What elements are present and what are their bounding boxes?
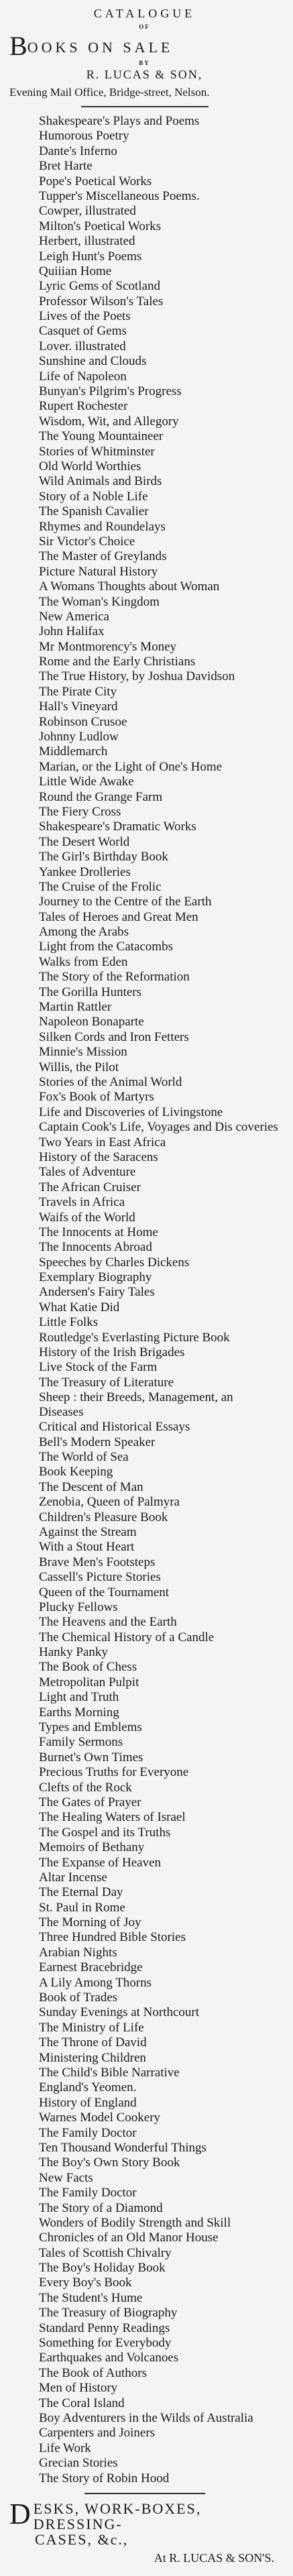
book-title: The Expanse of Heaven [39,1855,162,1870]
book-title: Travels in Africa [39,1195,125,1210]
book-title: Milton's Poetical Works [39,219,162,233]
book-title: Tales of Scottish Chivalry [39,2245,172,2260]
book-title: Rome and the Early Christians [39,655,196,669]
book-title: Precious Truths for Everyone [39,1765,189,1780]
book-title: The Treasury of Biography [39,2306,178,2320]
book-title: What Katie Did [39,1300,120,1314]
book-title: Three Hundred Bible Stories [39,1930,186,1945]
book-title: The Heavens and the Earth [39,1615,177,1630]
book-title: Quiiian Home [39,264,112,278]
of-label: OF [139,23,150,30]
book-title: The Healing Waters of Israel [39,1810,186,1825]
book-title: The Treasury of Literature [39,1375,174,1390]
firm-name: R. LUCAS & SON, [86,68,203,81]
book-title: Lyric Gems of Scotland [39,279,160,294]
book-title: The Family Doctor [39,2125,137,2140]
book-title: Journey to the Centre of the Earth [39,895,212,909]
book-title: Clefts of the Rock [39,1780,132,1795]
book-title: Types and Emblems [39,1720,142,1735]
book-title: Shakespeare's Plays and Poems [39,114,200,128]
book-title: The True History, by Joshua Davidson [39,669,235,684]
book-title: St. Paul in Rome [39,1900,125,1915]
book-title: Arabian Nights [39,1945,117,1960]
book-title: The Student's Hume [39,2290,143,2305]
book-title: The Master of Greylands [39,549,167,564]
book-title: Waifs of the World [39,1210,135,1225]
book-title: Sir Victor's Choice [39,534,135,549]
book-title: Willis, the Pilot [39,1060,119,1074]
book-title: Standard Penny Readings [39,2320,170,2335]
books-title-rest: OOKS ON SALE [27,39,174,56]
book-title: Bret Harte [39,159,93,174]
book-title: Book Keeping [39,1465,113,1479]
books-initial-letter: B [9,31,27,61]
book-title: Ten Thousand Wonderful Things [39,2140,207,2155]
book-title: The World of Sea [39,1449,129,1464]
book-title: Among the Arabs [39,925,129,940]
book-title: Little Wide Awake [39,775,134,789]
book-title: Rhymes and Roundelays [39,519,166,534]
book-title: Herbert, illustrated [39,234,135,249]
ad-seller: At R. LUCAS & SON'S. [154,2551,274,2565]
book-title: Live Stock of the Farm [39,1360,158,1375]
book-title: Life Work [39,2441,91,2455]
book-title: The Child's Bible Narrative [39,2066,180,2080]
book-title: The Morning of Joy [39,1915,141,1930]
book-title: Cowper, illustrated [39,204,136,219]
book-title: Martin Rattler [39,1000,112,1015]
book-title: The Spanish Cavalier [39,504,149,519]
book-title: Wild Animals and Birds [39,474,162,489]
book-title: Carpenters and Joiners [39,2426,156,2441]
book-title: Andersen's Fairy Tales [39,1285,155,1300]
book-title: Family Sermons [39,1735,123,1750]
book-title: Hanky Panky [39,1645,108,1660]
book-title: Leigh Hunt's Poems [39,249,142,264]
book-title: History of the Saracens [39,1150,158,1164]
book-title: The Story of Robin Hood [39,2471,170,2485]
book-title: The Coral Island [39,2396,125,2410]
book-title: The Desert World [39,834,130,849]
book-title: New America [39,609,109,624]
book-title: Metropolitan Pulpit [39,1675,139,1689]
book-title: The Family Doctor [39,2186,137,2200]
books-on-sale-title [9,33,280,60]
book-title: The Story of a Diamond [39,2200,163,2215]
book-title: A Womans Thoughts about Woman [39,579,220,594]
book-title: Memoirs of Bethany [39,1840,145,1855]
book-list [9,114,280,2486]
book-title: Earnest Bracebridge [39,1960,143,1975]
ad-line-2: CASES, &c., [35,2531,129,2549]
book-title: Warnes Model Cookery [39,2111,161,2125]
book-title: The Innocents at Home [39,1225,158,1239]
book-title: Dante's Inferno [39,144,117,158]
book-title: Cassell's Picture Stories [39,1570,161,1585]
divider-rule [81,106,209,107]
book-title: The Book of Authors [39,2365,147,2380]
book-title: Humorous Poetry [39,129,129,144]
book-title: History of England [39,2095,137,2110]
book-title: The Innocents Abroad [39,1240,152,1255]
book-title: Casquet of Gems [39,324,127,339]
book-title: The Gorilla Hunters [39,985,142,999]
divider-rule-bottom [84,2493,205,2494]
desks-advertisement [9,2497,280,2549]
book-title: Critical and Historical Essays [39,1420,190,1435]
book-title: Bunyan's Pilgrim's Progress [39,384,182,399]
book-title: The Pirate City [39,684,117,699]
book-title: Earthquakes and Volcanoes [39,2351,179,2365]
book-title: Earths Morning [39,1705,119,1720]
book-title: Men of History [39,2381,118,2396]
book-title: Yankee Drolleries [39,864,131,879]
book-title: The Throne of David [39,2035,147,2050]
book-title: Silken Cords and Iron Fetters [39,1029,189,1044]
book-title: Picture Natural History [39,564,158,579]
book-title: The Girl's Birthday Book [39,850,168,864]
book-title: Life and Discoveries of Livingstone [39,1105,223,1119]
book-title: Lover. illustrated [39,339,126,353]
book-title: Life of Napoleon [39,369,127,384]
book-title: Routledge's Everlasting Picture Book [39,1330,230,1345]
book-title: Little Folks [39,1315,99,1330]
book-title: Two Years in East Africa [39,1135,166,1150]
ad-initial-letter: D [9,2497,32,2530]
book-title: Something for Everybody [39,2336,172,2351]
book-title: The Eternal Day [39,1885,123,1900]
book-title: The Descent of Man [39,1479,143,1494]
book-title: Lives of the Poets [39,309,131,324]
book-title: Walks from Eden [39,954,128,969]
book-title: Altar Incense [39,1870,107,1885]
book-title: Old World Worthies [39,459,141,473]
book-title: Mr Montmorency's Money [39,639,177,654]
book-title: Shakespeare's Dramatic Works [39,820,196,834]
book-title: The Chemical History of a Candle [39,1630,215,1644]
book-title: The Gospel and its Truths [39,1825,171,1840]
ad-line-1: ESKS, WORK-BOXES, DRESSING- [33,2500,202,2533]
book-title: Sheep : their Breeds, Management, an Diseases [39,1390,233,1420]
book-title: The Woman's Kingdom [39,594,160,609]
book-title: The Ministry of Life [39,2020,144,2035]
book-title: The Boy's Holiday Book [39,2261,166,2276]
book-title: The Young Mountaineer [39,429,164,444]
book-title: Boy Adventurers in the Wilds of Australia [39,2410,253,2425]
book-title: Pope's Poetical Works [39,174,152,188]
book-title: Fox's Book of Martyrs [39,1090,154,1105]
book-title: Zenobia, Queen of Palmyra [39,1495,180,1510]
book-title: Stories of the Animal World [39,1075,182,1089]
book-title: Middlemarch [39,744,108,759]
book-title: Tales of Heroes and Great Men [39,909,198,924]
book-title: Story of a Noble Life [39,489,148,504]
book-title: The Gates of Prayer [39,1795,141,1809]
book-title: Wonders of Bodily Strength and Skill [39,2215,231,2230]
book-title: Round the Grange Farm [39,789,163,804]
book-title: Light from the Catacombs [39,940,173,954]
book-title: Brave Men's Footsteps [39,1555,156,1569]
book-title: Book of Trades [39,1991,118,2005]
book-title: Robinson Crusoe [39,714,127,729]
book-title: Stories of Whitminster [39,444,155,459]
book-title: Hall's Vineyard [39,699,118,714]
book-title: Plucky Fellows [39,1600,118,1614]
book-title: The Book of Chess [39,1660,137,1675]
book-title: The Fiery Cross [39,804,121,819]
by-label: BY [139,60,150,66]
book-title: Wisdom, Wit, and Allegory [39,414,179,429]
book-title: The Cruise of the Frolic [39,879,162,894]
book-title: Rupert Rochester [39,399,128,414]
book-title: Every Boy's Book [39,2276,132,2290]
book-title: Queen of the Tournament [39,1585,170,1600]
book-title: Minnie's Mission [39,1045,127,1060]
book-title: Tales of Adventure [39,1165,136,1180]
firm-address: Evening Mail Office, Bridge-street, Nelson. [9,86,210,99]
book-title: With a Stout Heart [39,1540,135,1555]
book-title: Marian, or the Light of One's Home [39,759,223,774]
book-title: Against the Stream [39,1524,137,1539]
book-title: Tupper's Miscellaneous Poems. [39,188,200,203]
book-title: The Boy's Own Story Book [39,2155,180,2170]
book-title: New Facts [39,2170,93,2185]
book-title: Sunshine and Clouds [39,354,147,369]
book-title: Exemplary Biography [39,1270,152,1285]
book-title: Captain Cook's Life, Voyages and Dis coveries [39,1120,278,1135]
book-title: Bell's Modern Speaker [39,1435,156,1449]
book-title: Speeches by Charles Dickens [39,1255,190,1270]
book-title: The Story of the Reformation [39,970,190,985]
book-title: Sunday Evenings at Northcourt [39,2005,200,2020]
book-title: Grecian Stories [39,2456,118,2471]
catalogue-heading: CATALOGUE [93,7,196,20]
book-title: Ministering Children [39,2050,146,2065]
book-title: Burnet's Own Times [39,1750,143,1765]
book-title: Children's Pleasure Book [39,1510,168,1524]
book-title: History of the Irish Brigades [39,1345,185,1360]
book-title: Light and Truth [39,1690,119,1705]
book-title: Professor Wilson's Tales [39,294,164,309]
book-title: Napoleon Bonaparte [39,1015,144,1029]
book-title: John Halifax [39,624,105,639]
book-title: England's Yeomen. [39,2080,137,2095]
book-title: The African Cruiser [39,1180,141,1194]
book-title: A Lily Among Thorns [39,1975,152,1990]
book-title: Johnny Ludlow [39,730,119,744]
book-title: Chronicles of an Old Manor House [39,2231,219,2245]
